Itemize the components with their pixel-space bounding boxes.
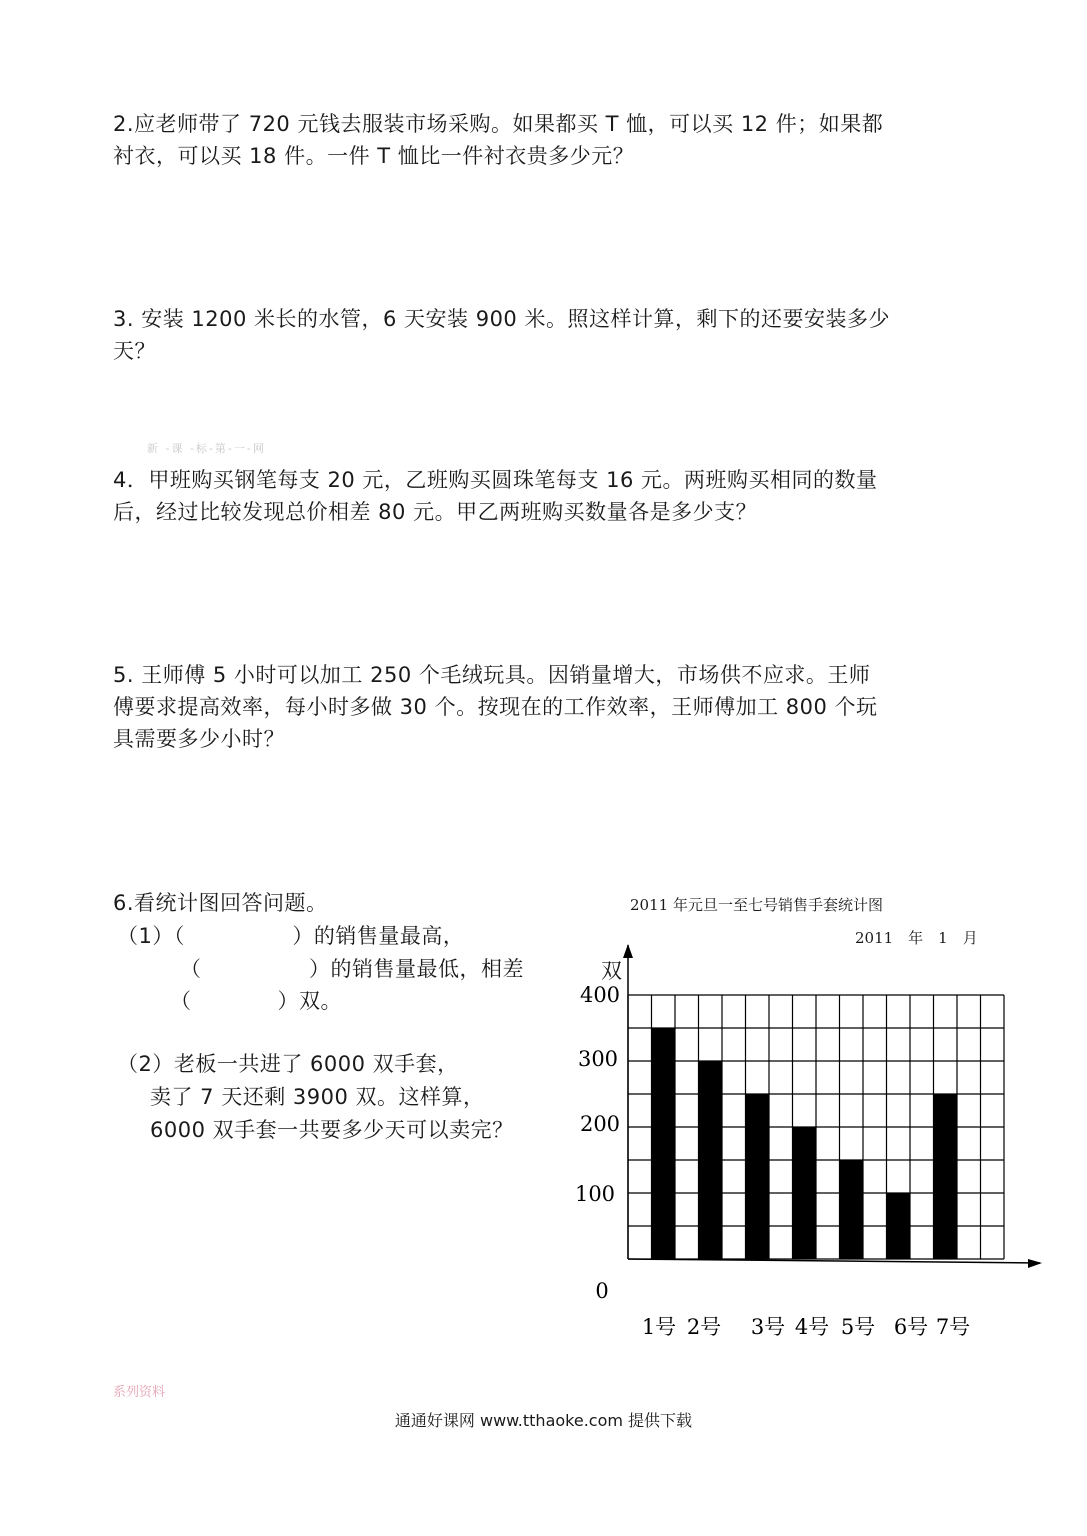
bar-2号	[699, 1061, 723, 1259]
y-tick-label: 300	[577, 1047, 619, 1071]
question-4-line-1: 4．甲班购买钢笔每支 20 元，乙班购买圆珠笔每支 16 元。两班购买相同的数量	[113, 468, 878, 492]
y-zero-label: 0	[595, 1279, 609, 1303]
question-6-part-2-line-2: 卖了 7 天还剩 3900 双。这样算，	[150, 1085, 485, 1109]
x-tick-label: 5号	[840, 1315, 876, 1339]
question-6-title: 6.看统计图回答问题。	[113, 891, 328, 915]
x-tick-label: 7号	[935, 1315, 971, 1339]
question-5-line-2: 傅要求提高效率，每小时多做 30 个。按现在的工作效率，王师傅加工 800 个玩	[113, 695, 878, 719]
series-material-label: 系列资料	[113, 1385, 166, 1400]
chart-y-unit-label: 双	[601, 959, 622, 983]
question-6-part-2-line-1: （2）老板一共进了 6000 双手套，	[117, 1052, 459, 1076]
bar-4号	[793, 1127, 817, 1259]
question-3-line-2: 天？	[113, 339, 156, 363]
question-6-part-1-line-1: （1）（ ）的销售量最高，	[117, 924, 465, 948]
bar-1号	[652, 1028, 676, 1259]
watermark-text: 新 -课 -标-第-一-网	[147, 442, 266, 455]
question-4-line-2: 后，经过比较发现总价相差 80 元。甲乙两班购买数量各是多少支？	[113, 500, 758, 524]
x-tick-label: 3号	[750, 1315, 786, 1339]
y-tick-label: 100	[574, 1182, 616, 1206]
y-tick-label: 200	[579, 1112, 621, 1136]
x-tick-label: 4号	[794, 1315, 830, 1339]
bar-7号	[934, 1094, 958, 1259]
x-tick-label: 6号	[893, 1315, 929, 1339]
chart-title: 2011 年元旦一至七号销售手套统计图	[630, 896, 883, 914]
bar-5号	[840, 1160, 864, 1259]
y-axis-arrow	[623, 944, 633, 958]
x-tick-label: 2号	[686, 1315, 722, 1339]
x-axis-arrow	[1028, 1259, 1042, 1268]
bar-3号	[746, 1094, 770, 1259]
question-6-part-2-line-3: 6000 双手套一共要多少天可以卖完？	[150, 1118, 514, 1142]
question-2-line-2: 衬衣，可以买 18 件。一件 T 恤比一件衬衣贵多少元？	[113, 144, 635, 168]
question-5-line-3: 具需要多少小时？	[113, 727, 285, 751]
footer-download-note: 通通好课网 www.tthaoke.com 提供下载	[394, 1411, 693, 1430]
question-3-line-1: 3. 安装 1200 米长的水管，6 天安装 900 米。照这样计算，剩下的还要安装多少	[113, 307, 890, 331]
x-tick-label: 1号	[641, 1315, 677, 1339]
y-tick-label: 400	[579, 983, 621, 1007]
question-2-line-1: 2.应老师带了 720 元钱去服装市场采购。如果都买 T 恤，可以买 12 件；如果都	[113, 112, 884, 136]
chart-date-label: 2011 年 1 月	[855, 929, 978, 947]
question-6-part-1-line-3: （ ）双。	[170, 989, 342, 1013]
question-5-line-1: 5. 王师傅 5 小时可以加工 250 个毛绒玩具。因销量增大，市场供不应求。王师	[113, 663, 871, 687]
question-6-part-1-line-2: （ ）的销售量最低，相差	[180, 957, 524, 981]
bar-6号	[887, 1193, 911, 1259]
